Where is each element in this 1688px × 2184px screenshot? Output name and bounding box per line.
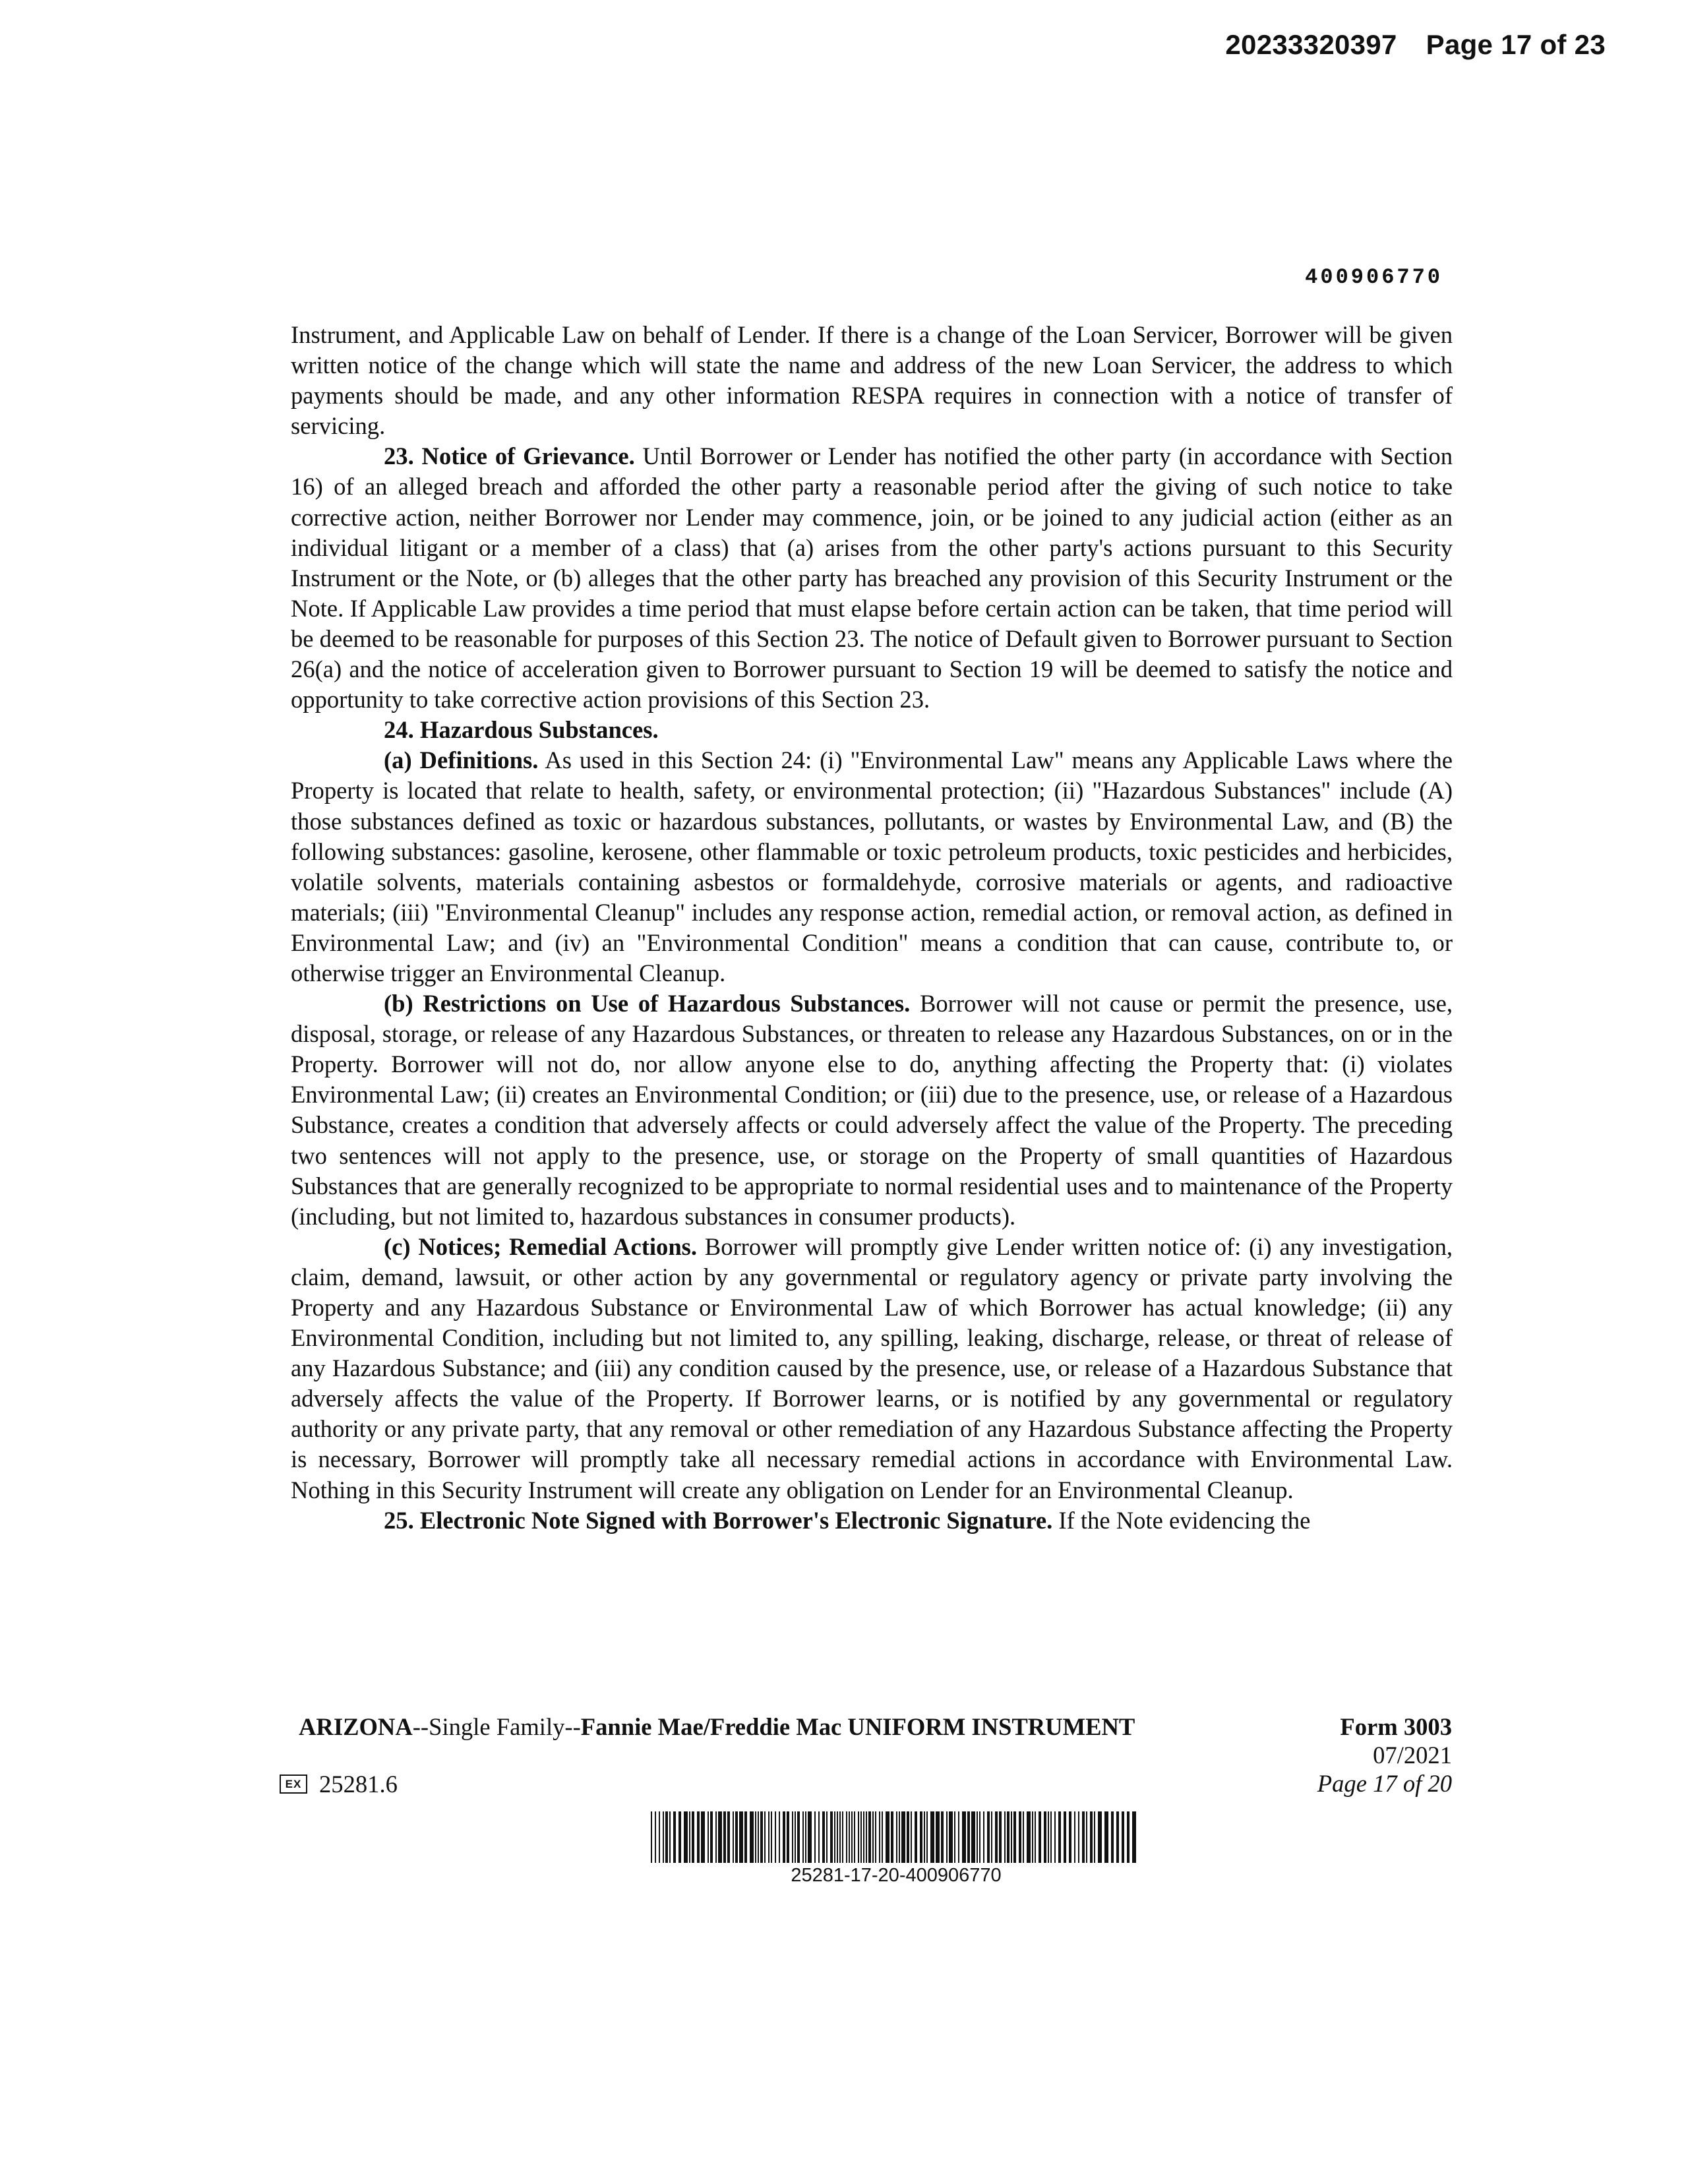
barcode-bar — [886, 1811, 889, 1863]
section-24 — [291, 715, 1453, 745]
section-23-heading: 23. Notice of Grievance. — [384, 442, 635, 470]
recording-number: 20233320397 — [1225, 29, 1397, 60]
section-25-heading: 25. Electronic Note Signed with Borrower's Electronic Signature. — [384, 1506, 1053, 1534]
barcode-bar — [872, 1811, 874, 1863]
barcode-bar — [926, 1811, 928, 1863]
ex-logo-icon: EX — [280, 1774, 307, 1794]
barcode-bar — [891, 1811, 893, 1863]
barcode-bar — [1090, 1811, 1093, 1863]
barcode-bar — [1027, 1811, 1031, 1863]
barcode-bar — [899, 1811, 900, 1863]
barcode-bar — [830, 1811, 833, 1863]
section-24b-heading: (b) Restrictions on Use of Hazardous Substances. — [384, 990, 911, 1017]
barcode-bar — [949, 1811, 953, 1863]
barcode-bar — [655, 1811, 656, 1863]
barcode-bar — [710, 1811, 713, 1863]
barcode-bar — [1023, 1811, 1024, 1863]
barcode-bar — [839, 1811, 841, 1863]
barcode-bar — [930, 1811, 934, 1863]
barcode-bar — [896, 1811, 897, 1863]
barcode-bar — [983, 1811, 984, 1863]
form-page-reference: Page 17 of 20 — [1317, 1770, 1452, 1797]
barcode-bar — [837, 1811, 838, 1863]
barcode-bar — [651, 1811, 652, 1863]
barcode-bar — [962, 1811, 966, 1863]
section-24b — [291, 988, 1453, 1232]
barcode-bar — [795, 1811, 796, 1863]
barcode — [651, 1811, 1141, 1887]
barcode-icon — [651, 1811, 1141, 1863]
section-23-text: Until Borrower or Lender has notified the other party (in accordance with Section 16) of an alleged breach and afforded the other party a reasonable period after the giving of such notice to take corrective action, neither Borrower nor Lender may commence, join, or be joined to any judicial action (either as an individual litigant or a member of a class) that (a) arises from the other party's actions pursuant to this Security Instrument or the Note, or (b) alleges that the other party has breached any provision of this Security Instrument or the Note. If Applicable Law provides a time period that must elapse before certain action can be taken, that time period will be deemed to be reasonable for purposes of this Section 23. The notice of Default given to Borrower pursuant to Section 26(a) and the notice of acceleration given to Borrower pursuant to Section 19 will be deemed to satisfy the notice and opportunity to take corrective action provisions of this Section 23. — [291, 442, 1453, 713]
barcode-bar — [907, 1811, 909, 1863]
barcode-bar — [701, 1811, 705, 1863]
barcode-bar — [924, 1811, 925, 1863]
section-24b-text: Borrower will not cause or permit the presence, use, disposal, storage, or release of any Hazardous Substances, or threaten to release any Hazardous Substances, on or in the Property. Borrower will not do, nor allow anyone else to do, anything affecting the Property that: (i) violates Environmental Law; (ii) creates an Environmental Condition; or (iii) due to the presence, use, or release of a Hazardous Substance, creates a condition that adversely affects or could adversely affect the value of the Property. The preceding two sentences will not apply to the presence, use, or storage on the Property of small quantities of Hazardous Substances that are generally recognized to be appropriate to normal residential uses and to maintenance of the Property (including, but not limited to, hazardous substances in consumer products). — [291, 990, 1453, 1230]
paragraph-continuation: Instrument, and Applicable Law on behalf of Lender. If there is a change of the Loan Servicer, Borrower will be given written notice of the change which will state the name and address of the new Loan Servicer, the address to which payments should be made, and any other information RESPA requires in connection with a notice of transfer of servicing. — [291, 321, 1453, 440]
barcode-bar — [826, 1811, 828, 1863]
barcode-bar — [758, 1811, 759, 1863]
barcode-bar — [814, 1811, 816, 1863]
barcode-bar — [663, 1811, 664, 1863]
barcode-bar — [1111, 1811, 1114, 1863]
barcode-bar — [1074, 1811, 1075, 1863]
barcode-bar — [954, 1811, 955, 1863]
barcode-bar — [1019, 1811, 1021, 1863]
barcode-bar — [1039, 1811, 1041, 1863]
section-24-heading: 24. Hazardous Substances. — [384, 716, 659, 744]
form-title — [299, 1713, 1135, 1741]
barcode-bar — [665, 1811, 668, 1863]
barcode-bar — [1078, 1811, 1079, 1863]
barcode-bar — [755, 1811, 756, 1863]
barcode-bar — [946, 1811, 948, 1863]
barcode-bar — [1013, 1811, 1016, 1863]
barcode-bar — [792, 1811, 793, 1863]
section-24a-text: As used in this Section 24: (i) "Environmental Law" means any Applicable Laws where the Property is located that relate to health, safety, or environmental protection; (ii) "Hazardous Substances" include (A) those substances defined as toxic or hazardous substances, pollutants, or wastes by Environmental Law, and (B) the following substances: gasoline, kerosene, other flammable or toxic petroleum products, toxic pesticides and herbicides, volatile solvents, materials containing asbestos or formaldehyde, corrosive materials or agents, and radioactive materials; (iii) "Environmental Cleanup" includes any response action, remedial action, or removal action, as defined in Environmental Law; and (iv) an "Environmental Condition" means a condition that can cause, contribute to, or otherwise trigger an Environmental Cleanup. — [291, 746, 1453, 986]
barcode-bar — [1032, 1811, 1033, 1863]
barcode-bar — [822, 1811, 825, 1863]
form-title-separator: -- — [564, 1713, 581, 1740]
barcode-bar — [669, 1811, 671, 1863]
form-number: Form 3003 — [1340, 1713, 1452, 1740]
document-code — [280, 1770, 398, 1798]
barcode-bar — [659, 1811, 660, 1863]
barcode-bar — [875, 1811, 876, 1863]
section-24a — [291, 745, 1453, 988]
barcode-bar — [977, 1811, 978, 1863]
barcode-bar — [1058, 1811, 1061, 1863]
barcode-bar — [1098, 1811, 1102, 1863]
barcode-bar — [718, 1811, 722, 1863]
barcode-bar — [991, 1811, 992, 1863]
barcode-bar — [1104, 1811, 1108, 1863]
barcode-bar — [971, 1811, 975, 1863]
barcode-bar — [866, 1811, 867, 1863]
barcode-bar — [901, 1811, 905, 1863]
barcode-bar — [818, 1811, 820, 1863]
barcode-bar — [733, 1811, 734, 1863]
barcode-bar — [802, 1811, 804, 1863]
barcode-bar — [723, 1811, 726, 1863]
barcode-bar — [808, 1811, 812, 1863]
barcode-bar — [1069, 1811, 1071, 1863]
form-info — [1317, 1713, 1452, 1798]
barcode-bar — [1054, 1811, 1056, 1863]
barcode-bar — [1044, 1811, 1046, 1863]
barcode-bar — [846, 1811, 847, 1863]
section-24c — [291, 1232, 1453, 1505]
barcode-bar — [1011, 1811, 1012, 1863]
barcode-bar — [920, 1811, 922, 1863]
barcode-bar — [1122, 1811, 1124, 1863]
barcode-bar — [779, 1811, 780, 1863]
form-title-instrument: Fannie Mae/Freddie Mac UNIFORM INSTRUMENT — [580, 1713, 1135, 1740]
barcode-bar — [673, 1811, 676, 1863]
form-date: 07/2021 — [1373, 1742, 1452, 1769]
barcode-bar — [834, 1811, 835, 1863]
recording-page-count: Page 17 of 23 — [1426, 29, 1606, 60]
barcode-bar — [882, 1811, 883, 1863]
barcode-bar — [684, 1811, 688, 1863]
barcode-bar — [678, 1811, 681, 1863]
barcode-bar — [958, 1811, 959, 1863]
section-24c-heading: (c) Notices; Remedial Actions. — [384, 1232, 698, 1260]
barcode-bar — [936, 1811, 940, 1863]
barcode-bar — [689, 1811, 690, 1863]
document-code-number: 25281.6 — [319, 1771, 398, 1798]
barcode-bar — [849, 1811, 850, 1863]
section-25 — [291, 1505, 1453, 1536]
barcode-bar — [1048, 1811, 1049, 1863]
barcode-bar — [697, 1811, 700, 1863]
recording-header — [1225, 29, 1606, 61]
barcode-bar — [860, 1811, 862, 1863]
barcode-bar — [967, 1811, 970, 1863]
barcode-bar — [941, 1811, 944, 1863]
barcode-bar — [797, 1811, 800, 1863]
barcode-bar — [1050, 1811, 1052, 1863]
barcode-bar — [708, 1811, 709, 1863]
barcode-bar — [1127, 1811, 1130, 1863]
barcode-bar — [750, 1811, 754, 1863]
barcode-number: 25281-17-20-400906770 — [791, 1865, 1002, 1886]
barcode-bar — [787, 1811, 789, 1863]
barcode-bar — [915, 1811, 917, 1863]
barcode-bar — [1132, 1811, 1136, 1863]
barcode-bar — [739, 1811, 743, 1863]
barcode-bar — [987, 1811, 990, 1863]
section-24a-heading: (a) Definitions. — [384, 746, 539, 774]
barcode-bar — [999, 1811, 1002, 1863]
barcode-bar — [768, 1811, 769, 1863]
barcode-bar — [805, 1811, 806, 1863]
barcode-bar — [1086, 1811, 1087, 1863]
barcode-bar — [692, 1811, 694, 1863]
barcode-bar — [995, 1811, 998, 1863]
barcode-bar — [735, 1811, 738, 1863]
barcode-bar — [715, 1811, 717, 1863]
barcode-bar — [979, 1811, 980, 1863]
barcode-bar — [858, 1811, 859, 1863]
barcode-bar — [1082, 1811, 1085, 1863]
barcode-bar — [879, 1811, 880, 1863]
barcode-bar — [764, 1811, 766, 1863]
barcode-bar — [1004, 1811, 1006, 1863]
barcode-bar — [842, 1811, 843, 1863]
barcode-bar — [783, 1811, 785, 1863]
form-title-separator: -- — [412, 1713, 429, 1740]
barcode-bar — [727, 1811, 730, 1863]
barcode-bar — [1116, 1811, 1119, 1863]
barcode-bar — [911, 1811, 912, 1863]
barcode-bar — [854, 1811, 855, 1863]
barcode-bar — [1064, 1811, 1066, 1863]
section-24c-text: Borrower will promptly give Lender written notice of: (i) any investigation, claim, demand, lawsuit, or other action by any governmental or regulatory agency or private party involving the Property and any Hazardous Substance or Environmental Law of which Borrower has actual knowledge; (ii) any Environmental Condition, including but not limited to, any spilling, leaking, discharge, release, or threat of release of any Hazardous Substance; and (iii) any condition caused by the presence, use, or release of a Hazardous Substance that adversely affects the value of the Property. If Borrower learns, or is notified by any governmental or regulatory authority or any private party, that any removal or other remediation of any Hazardous Substance affecting the Property is necessary, Borrower will promptly take all necessary remedial actions in accordance with Environmental Law. Nothing in this Security Instrument will create any obligation on Lender for an Environmental Cleanup. — [291, 1232, 1453, 1503]
barcode-bar — [775, 1811, 776, 1863]
form-title-state: ARIZONA — [299, 1713, 413, 1740]
barcode-bar — [851, 1811, 853, 1863]
form-title-family: Single Family — [429, 1713, 565, 1740]
section-25-text: If the Note evidencing the — [1052, 1506, 1311, 1534]
section-23 — [291, 441, 1453, 715]
barcode-bar — [760, 1811, 763, 1863]
document-body — [291, 320, 1453, 1536]
loan-number: 400906770 — [1305, 265, 1443, 289]
barcode-bar — [868, 1811, 871, 1863]
barcode-bar — [1094, 1811, 1095, 1863]
barcode-bar — [863, 1811, 864, 1863]
barcode-bar — [1035, 1811, 1036, 1863]
barcode-bar — [771, 1811, 772, 1863]
barcode-bar — [744, 1811, 747, 1863]
barcode-bar — [1007, 1811, 1010, 1863]
